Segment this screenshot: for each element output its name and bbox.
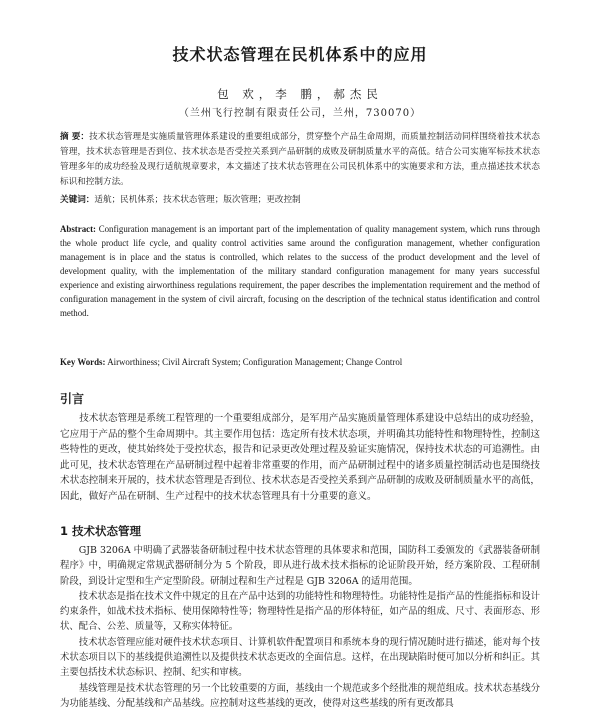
abstract-cn-label: 摘 要： — [60, 132, 90, 142]
paper-affiliation: （兰州飞行控制有限责任公司，兰州，730070） — [178, 108, 422, 119]
intro-paragraph: 技术状态管理是系统工程管理的一个重要组成部分，是军用产品实施质量管理体系建设中总结出的成功经验，它应用于产品的整个生命周期中。其主要作用包括：选定所有技术状态项，并明确其功能特性和物理特性，控制这些特性的更改，使其始终处于受控状态，报告和记录更改处理过程及验证实施情况，保持技术状态的可追溯性。由此可见，技术状态管理在产品研制过程中起着非常重要的作用，而产品研制过程中的诸多质量控制活动也是围绕技术状态控制来开展的，技术状态管理是否到位、技术状态是否受控关系到产品研制的成败及研制质量水平的高低，因此，做好产品在研制、生产过程中的技术状态管理具有十分重要的意义。 — [60, 413, 540, 502]
section1-paragraph: 技术状态管理应能对硬件技术状态项目、计算机软件配置项目和系统本身的现行情况随时进行描述，能对每个技术状态项目以下的基线提供追溯性以及提供技术状态更改的全面信息。这样，在出现缺陷时便可加以分析和纠正。其主要包括技术状态标识、控制、纪实和审核。 — [60, 636, 540, 679]
keywords-en-text: Airworthiness; Civil Aircraft System; Configuration Management; Change Control — [107, 357, 403, 367]
section1-paragraph: GJB 3206A 中明确了武器装备研制过程中技术状态管理的具体要求和范围，国防科工委颁发的《武器装备研制程序》中，明确规定常规武器研制分为 5 个阶段，即从进行战术技术指标的论证阶段开始，经方案阶段、工程研制阶段，到设计定型和生产定型阶段。研制过程和生产过程是 GJB 3206A 的适用范围。 — [60, 545, 540, 587]
keywords-en — [60, 355, 540, 369]
keywords-cn-text: 适航；民机体系；技术状态管理；版次管理；更改控制 — [94, 195, 301, 205]
paper-title: 技术状态管理在民机体系中的应用 — [172, 45, 428, 64]
keywords-cn — [60, 193, 540, 207]
abstract-en-text: Configuration management is an important part of the implementation of quality management system, which runs through the whole product life cycle, and quality control activities same around the configuration management, whether configuration management is in place and the status is controlled, which relates to the success of the product development and the level of development quality, with the implementation of the military standard configuration management for many years successful experience and existing airworthiness regulations requirement, the paper describes the implementation requirement and the method of configuration management in the system of civil aircraft, focusing on the description of the technical status identification and control method. — [60, 224, 540, 318]
section1-heading: 1 技术状态管理 — [60, 524, 142, 538]
intro-heading: 引言 — [60, 392, 85, 406]
section1-paragraph: 基线管理是技术状态管理的另一个比较重要的方面，基线由一个规范或多个经批准的规范组成。技术状态基线分为功能基线、分配基线和产品基线。应控制对这些基线的更改，使得对这些基线的所有更改都具 — [60, 682, 540, 709]
abstract-en — [60, 222, 540, 320]
keywords-en-label: Key Words: — [60, 357, 106, 367]
paper-authors: 包 欢，李 鹏，郝杰民 — [217, 87, 383, 101]
section1-body — [60, 543, 540, 709]
keywords-cn-label: 关键词： — [60, 195, 95, 205]
abstract-en-label: Abstract: — [60, 224, 96, 234]
abstract-cn-text: 技术状态管理是实施质量管理体系建设的重要组成部分，贯穿整个产品生命周期，而质量控制活动同样围绕着技术状态管理，技术状态管理是否到位、技术状态是否受控关系到产品研制的成败及研制质量水平的高低。结合公司实施军标技术状态管理多年的成功经验及现行适航规章要求，本文描述了技术状态管理在公司民机体系中的实施要求和方法，重点描述技术状态标识和控制方法。 — [60, 132, 540, 187]
abstract-cn — [60, 130, 540, 190]
section1-paragraph: 技术状态是指在技术文件中规定的且在产品中达到的功能特性和物理特性。功能特性是指产品的性能指标和设计约束条件，如战术技术指标、使用保障特性等；物理特性是指产品的形体特征，如产品的组成、尺寸、表面形态、形状、配合、公差、质量等，又称实体特征。 — [60, 590, 540, 633]
